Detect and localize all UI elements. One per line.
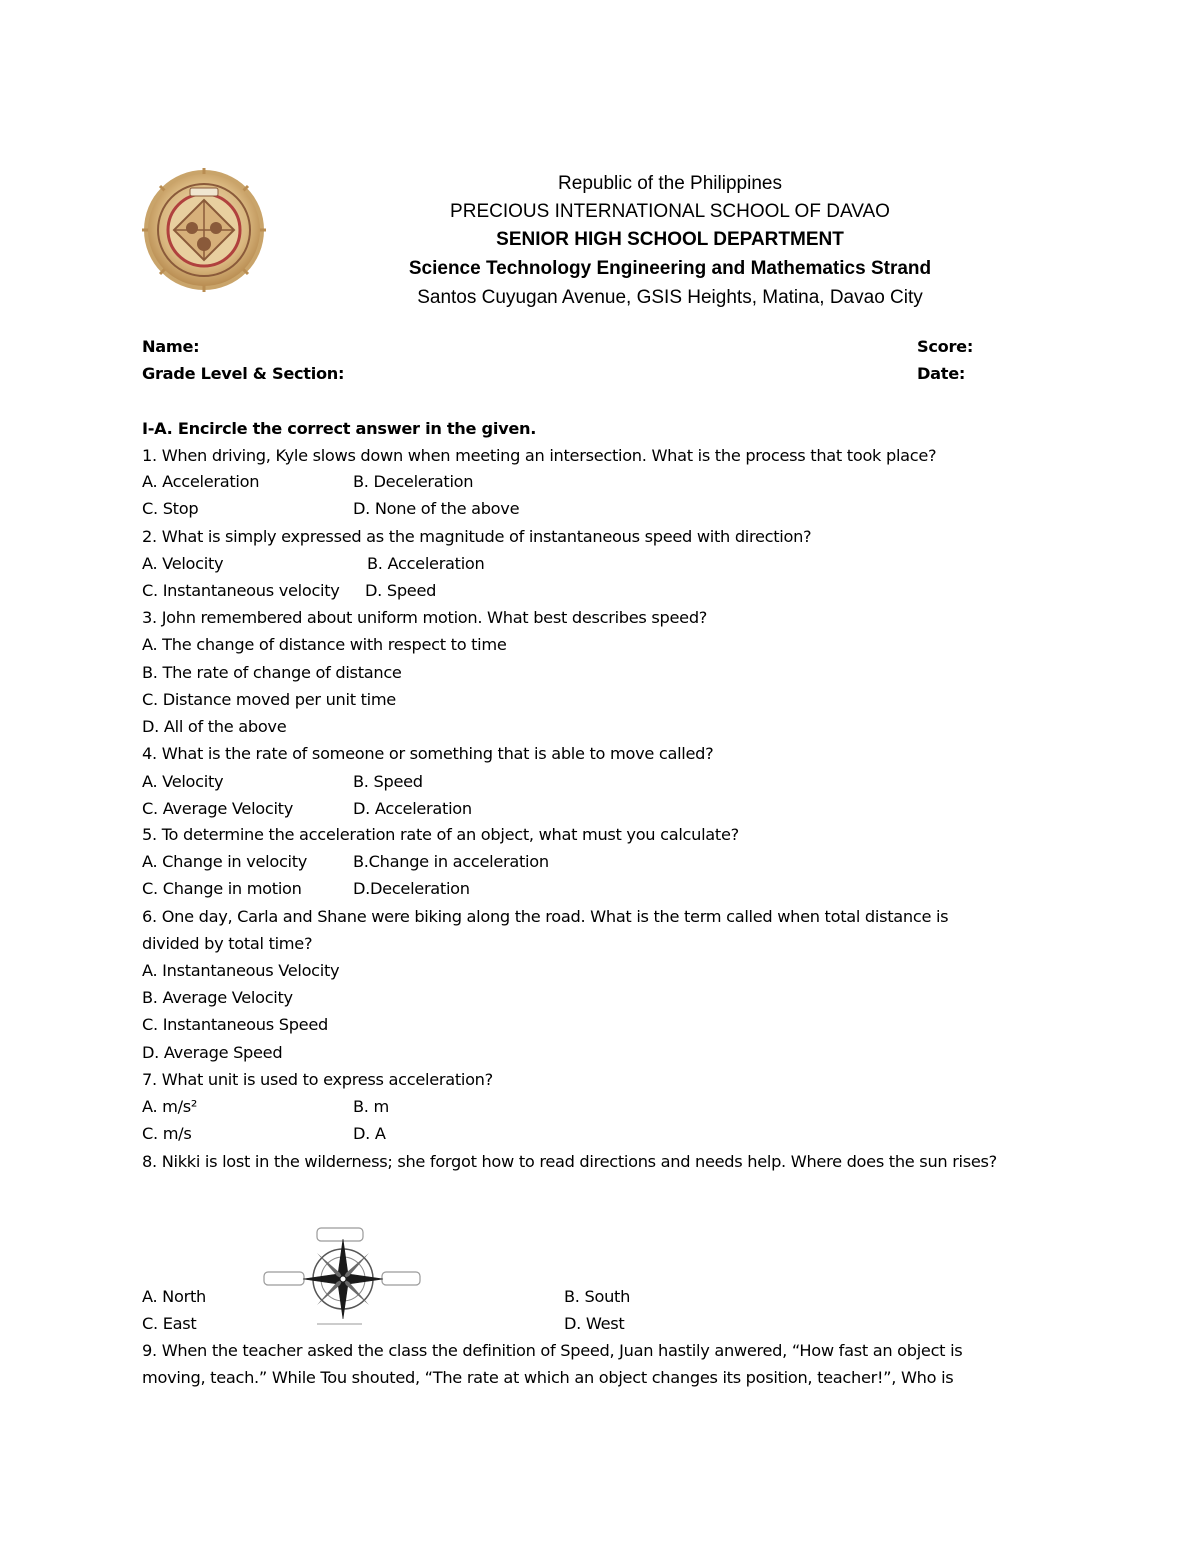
q7-option-b: B. m: [353, 1097, 389, 1116]
q8-option-d: D. West: [564, 1314, 625, 1333]
q4-option-c: C. Average Velocity: [142, 799, 294, 818]
q7-option-a: A. m/s²: [142, 1097, 198, 1116]
question-9-text-line2: moving, teach.” While Tou shouted, “The rate at which an object changes its position, teacher!”, Who is: [142, 1368, 954, 1387]
section-heading: I-A. Encircle the correct answer in the given.: [142, 419, 537, 438]
question-6-text-line2: divided by total time?: [142, 934, 313, 953]
q1-option-c: C. Stop: [142, 499, 199, 518]
grade-section-label: Grade Level & Section:: [142, 364, 345, 383]
q5-option-c: C. Change in motion: [142, 879, 302, 898]
q1-option-b: B. Deceleration: [353, 472, 474, 491]
q6-option-a: A. Instantaneous Velocity: [142, 961, 340, 980]
q6-option-c: C. Instantaneous Speed: [142, 1015, 328, 1034]
q3-option-c: C. Distance moved per unit time: [142, 690, 396, 709]
q5-option-d: D.Deceleration: [353, 879, 470, 898]
q2-option-d: D. Speed: [365, 581, 437, 600]
question-3-text: 3. John remembered about uniform motion. What best describes speed?: [142, 608, 708, 627]
q3-option-d: D. All of the above: [142, 717, 287, 736]
date-label: Date:: [917, 364, 966, 383]
q8-option-b: B. South: [564, 1287, 631, 1306]
question-5-text: 5. To determine the acceleration rate of an object, what must you calculate?: [142, 825, 739, 844]
header-republic: Republic of the Philippines: [558, 173, 782, 194]
q3-option-b: B. The rate of change of distance: [142, 663, 402, 682]
q2-option-c: C. Instantaneous velocity: [142, 581, 340, 600]
q2-option-b: B. Acceleration: [367, 554, 485, 573]
q8-option-c: C. East: [142, 1314, 197, 1333]
q6-option-d: D. Average Speed: [142, 1043, 283, 1062]
question-8-text: 8. Nikki is lost in the wilderness; she forgot how to read directions and needs help. Where does the sun rises?: [142, 1152, 997, 1171]
header-school-name: PRECIOUS INTERNATIONAL SCHOOL OF DAVAO: [450, 201, 890, 222]
q1-option-a: A. Acceleration: [142, 472, 260, 491]
q6-option-b: B. Average Velocity: [142, 988, 293, 1007]
q5-option-b: B.Change in acceleration: [353, 852, 549, 871]
question-1-text: 1. When driving, Kyle slows down when meeting an intersection. What is the process that took place?: [142, 446, 937, 465]
q4-option-b: B. Speed: [353, 772, 423, 791]
q7-option-c: C. m/s: [142, 1124, 192, 1143]
q7-option-d: D. A: [353, 1124, 386, 1143]
compass-rose-diagram: [262, 1222, 424, 1332]
q2-option-a: A. Velocity: [142, 554, 224, 573]
header-address: Santos Cuyugan Avenue, GSIS Heights, Matina, Davao City: [417, 287, 923, 308]
q4-option-a: A. Velocity: [142, 772, 224, 791]
q4-option-d: D. Acceleration: [353, 799, 472, 818]
q3-option-a: A. The change of distance with respect to time: [142, 635, 507, 654]
name-label: Name:: [142, 337, 200, 356]
school-seal-logo: [138, 168, 270, 294]
score-label: Score:: [917, 337, 974, 356]
question-4-text: 4. What is the rate of someone or something that is able to move called?: [142, 744, 714, 763]
header-strand: Science Technology Engineering and Mathematics Strand: [408, 258, 932, 279]
question-9-text-line1: 9. When the teacher asked the class the definition of Speed, Juan hastily anwered, “How fast an object is: [142, 1341, 963, 1360]
q5-option-a: A. Change in velocity: [142, 852, 308, 871]
question-7-text: 7. What unit is used to express acceleration?: [142, 1070, 493, 1089]
header-department: SENIOR HIGH SCHOOL DEPARTMENT: [496, 229, 844, 250]
q8-option-a: A. North: [142, 1287, 206, 1306]
q1-option-d: D. None of the above: [353, 499, 520, 518]
question-2-text: 2. What is simply expressed as the magnitude of instantaneous speed with direction?: [142, 527, 812, 546]
question-6-text-line1: 6. One day, Carla and Shane were biking along the road. What is the term called when total distance is: [142, 907, 949, 926]
